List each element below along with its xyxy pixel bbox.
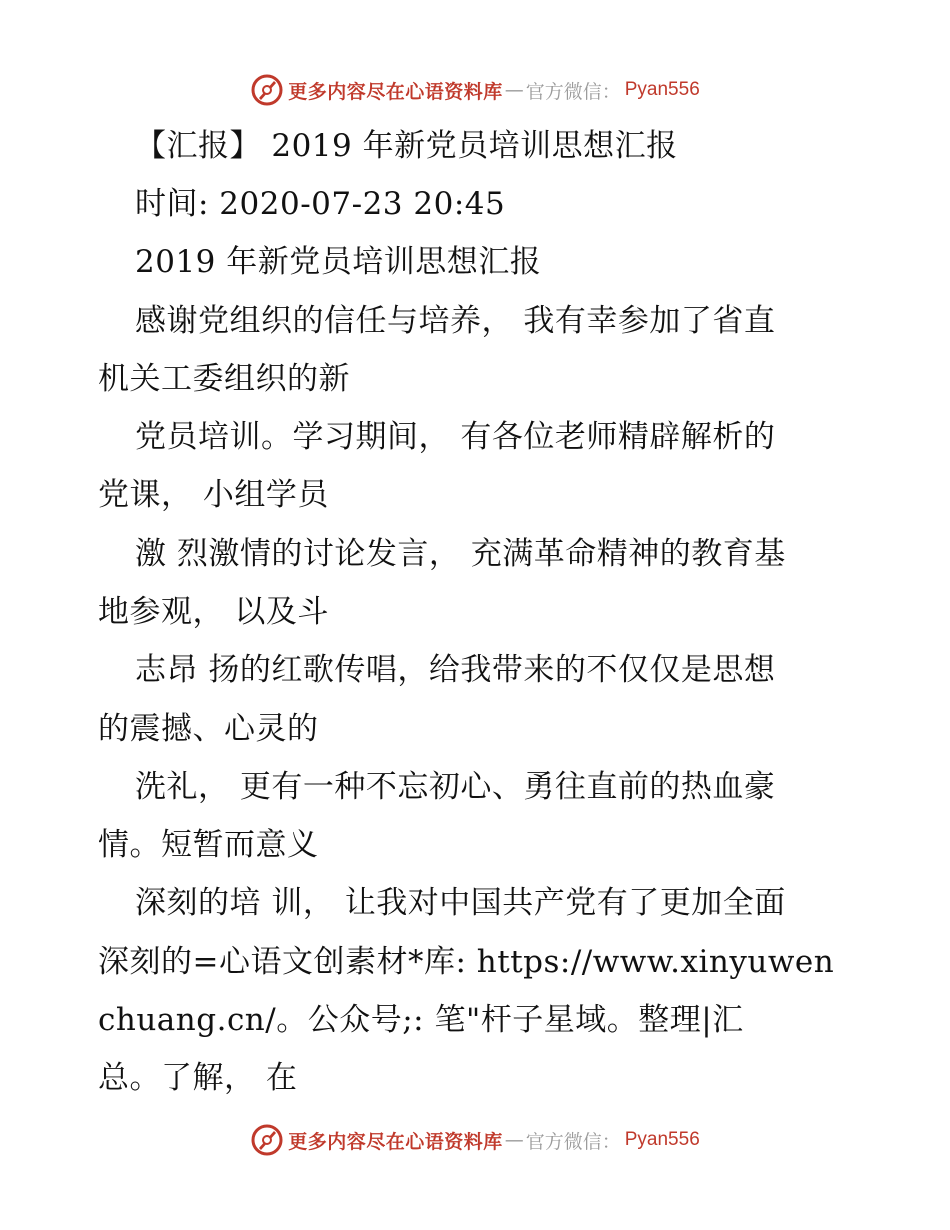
footer-banner [0, 1120, 950, 1160]
banner-slogan: 更多内容尽在心语资料库 [288, 1130, 503, 1153]
banner-wechat-id: Pyan556 [624, 79, 700, 100]
body-line: 地参观， 以及斗 [98, 594, 329, 630]
body-line: 激 烈激情的讨论发言， 充满革命精神的教育基 [135, 536, 786, 572]
quill-logo-icon [250, 1123, 284, 1157]
banner-wechat-id: Pyan556 [624, 1129, 700, 1150]
body-line: 感谢党组织的信任与培养， 我有幸参加了省直 [135, 303, 776, 339]
body-line: 总。了解， 在 [98, 1060, 298, 1096]
body-line: 志昂 扬的红歌传唱，给我带来的不仅仅是思想 [135, 652, 776, 688]
body-line: 洗礼， 更有一种不忘初心、勇往直前的热血豪 [135, 769, 776, 805]
body-line: 机关工委组织的新 [98, 361, 350, 397]
body-line: 情。短暂而意义 [98, 827, 319, 863]
banner-wechat-label: 官方微信： [525, 80, 621, 103]
body-line: 深刻的培 训， 让我对中国共产党有了更加全面 [135, 885, 786, 921]
quill-logo-icon [250, 73, 284, 107]
body-line: 深刻的=心语文创素材*库: https://www.xinyuwen [98, 944, 835, 980]
document-time: 时间: 2020-07-23 20:45 [135, 186, 506, 222]
body-line: 党课， 小组学员 [98, 477, 329, 513]
body-line: chuang.cn/。公众号;: 笔"杆子星域。整理|汇 [98, 1002, 744, 1038]
banner-wechat-label: 官方微信： [525, 1130, 621, 1153]
body-line: 党员培训。学习期间， 有各位老师精辟解析的 [135, 419, 776, 455]
banner-slogan: 更多内容尽在心语资料库 [288, 80, 503, 103]
document-title: 【汇报】 2019 年新党员培训思想汇报 [135, 128, 678, 164]
body-line: 的震撼、心灵的 [98, 711, 319, 747]
document-subtitle: 2019 年新党员培训思想汇报 [135, 244, 542, 280]
banner-separator: — [504, 1129, 524, 1151]
banner-separator: — [504, 79, 524, 101]
header-banner [0, 70, 950, 110]
